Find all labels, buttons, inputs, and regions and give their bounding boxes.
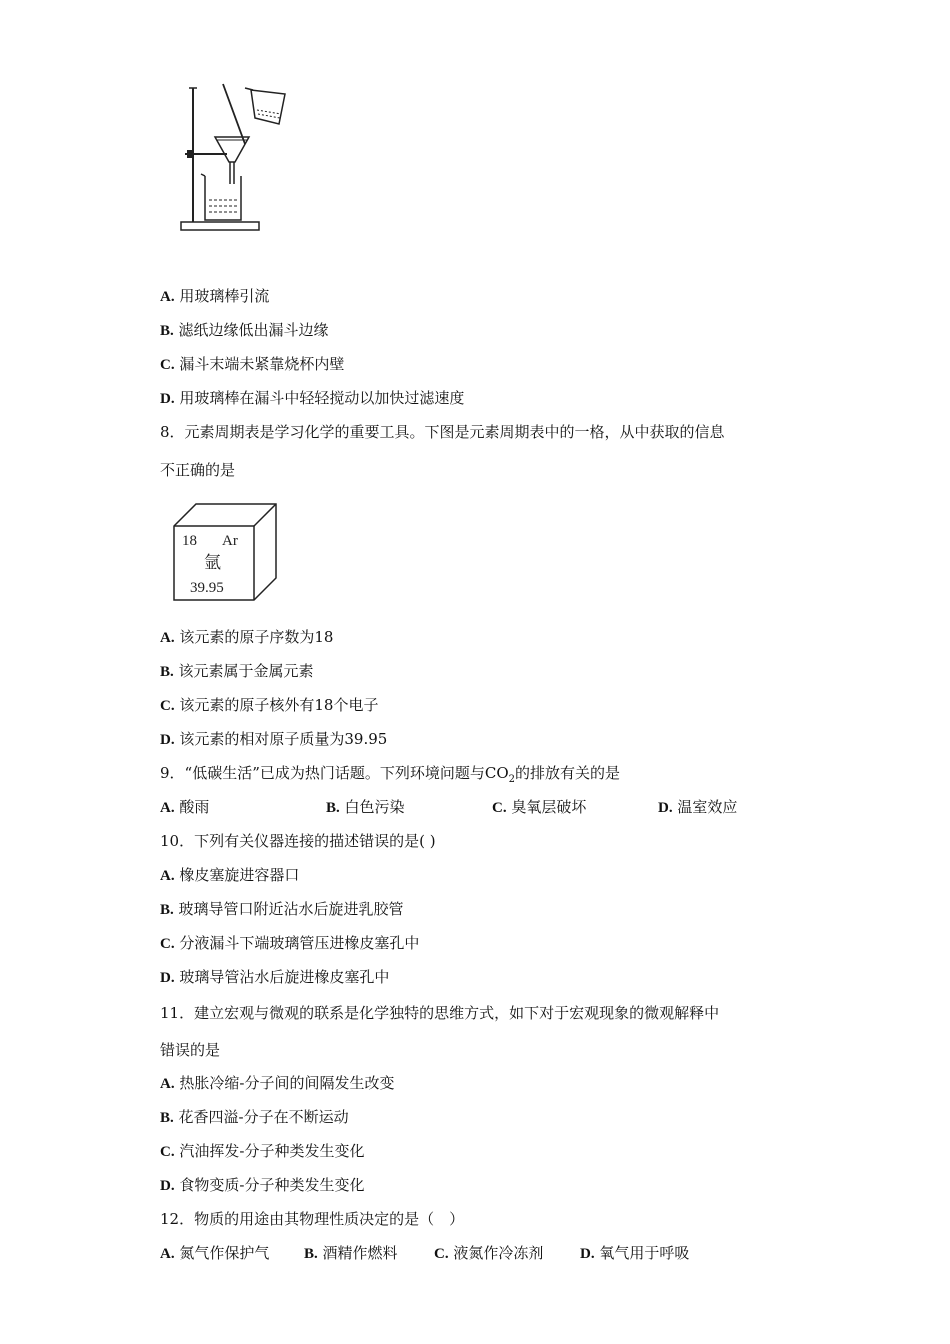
q11-option-d: D. 食物变质-分子种类发生变化 bbox=[160, 1176, 365, 1194]
q7-option-c: C. 漏斗末端未紧靠烧杯内壁 bbox=[160, 355, 345, 373]
q8-option-d: D. 该元素的相对原子质量为39.95 bbox=[160, 730, 388, 748]
q11-option-b: B. 花香四溢-分子在不断运动 bbox=[160, 1108, 349, 1126]
q11-option-a: A. 热胀冷缩-分子间的间隔发生改变 bbox=[160, 1074, 395, 1092]
element-tile-figure bbox=[170, 500, 282, 608]
q7-option-a: A. 用玻璃棒引流 bbox=[160, 287, 270, 305]
q9-option-c: C. 臭氧层破坏 bbox=[492, 798, 587, 816]
q9-option-b: B. 白色污染 bbox=[326, 798, 405, 816]
q12-option-c: C. 液氮作冷冻剂 bbox=[434, 1244, 544, 1262]
q12-stem: 12．物质的用途由其物理性质决定的是（ ） bbox=[160, 1210, 465, 1228]
element-atomic-mass: 39.95 bbox=[190, 580, 224, 596]
element-name: 氩 bbox=[204, 553, 221, 572]
q11-stem-line2: 错误的是 bbox=[160, 1041, 221, 1059]
q7-option-d: D. 用玻璃棒在漏斗中轻轻搅动以加快过滤速度 bbox=[160, 389, 465, 407]
q9-option-a: A. 酸雨 bbox=[160, 798, 210, 816]
q9-stem: 9．“低碳生活”已成为热门话题。下列环境问题与$CO_2$的排放有关的是 bbox=[160, 764, 621, 785]
q11-stem-line1: 11．建立宏观与微观的联系是化学独特的思维方式，如下对于宏观现象的微观解释中 bbox=[160, 1004, 720, 1022]
q10-option-a: A. 橡皮塞旋进容器口 bbox=[160, 866, 300, 884]
q8-stem-line1: 8．元素周期表是学习化学的重要工具。下图是元素周期表中的一格，从中获取的信息 bbox=[160, 423, 725, 441]
q11-option-c: C. 汽油挥发-分子种类发生变化 bbox=[160, 1142, 365, 1160]
q12-option-a: A. 氮气作保护气 bbox=[160, 1244, 270, 1262]
q10-stem: 10．下列有关仪器连接的描述错误的是( ) bbox=[160, 832, 436, 850]
q8-option-c: C. 该元素的原子核外有18个电子 bbox=[160, 696, 379, 714]
q12-option-d: D. 氧气用于呼吸 bbox=[580, 1244, 690, 1262]
q10-option-d: D. 玻璃导管沾水后旋进橡皮塞孔中 bbox=[160, 968, 390, 986]
q10-option-c: C. 分液漏斗下端玻璃管压进橡皮塞孔中 bbox=[160, 934, 420, 952]
filtration-apparatus-figure bbox=[175, 82, 295, 237]
element-atomic-number: 18 bbox=[182, 533, 197, 549]
q7-option-b: B. 滤纸边缘低出漏斗边缘 bbox=[160, 321, 329, 339]
q8-option-a: A. 该元素的原子序数为18 bbox=[160, 628, 334, 646]
q12-option-b: B. 酒精作燃料 bbox=[304, 1244, 398, 1262]
q8-option-b: B. 该元素属于金属元素 bbox=[160, 662, 314, 680]
q10-option-b: B. 玻璃导管口附近沾水后旋进乳胶管 bbox=[160, 900, 404, 918]
element-symbol: Ar bbox=[222, 533, 238, 549]
q8-stem-line2: 不正确的是 bbox=[160, 461, 236, 479]
q9-option-d: D. 温室效应 bbox=[658, 798, 738, 816]
